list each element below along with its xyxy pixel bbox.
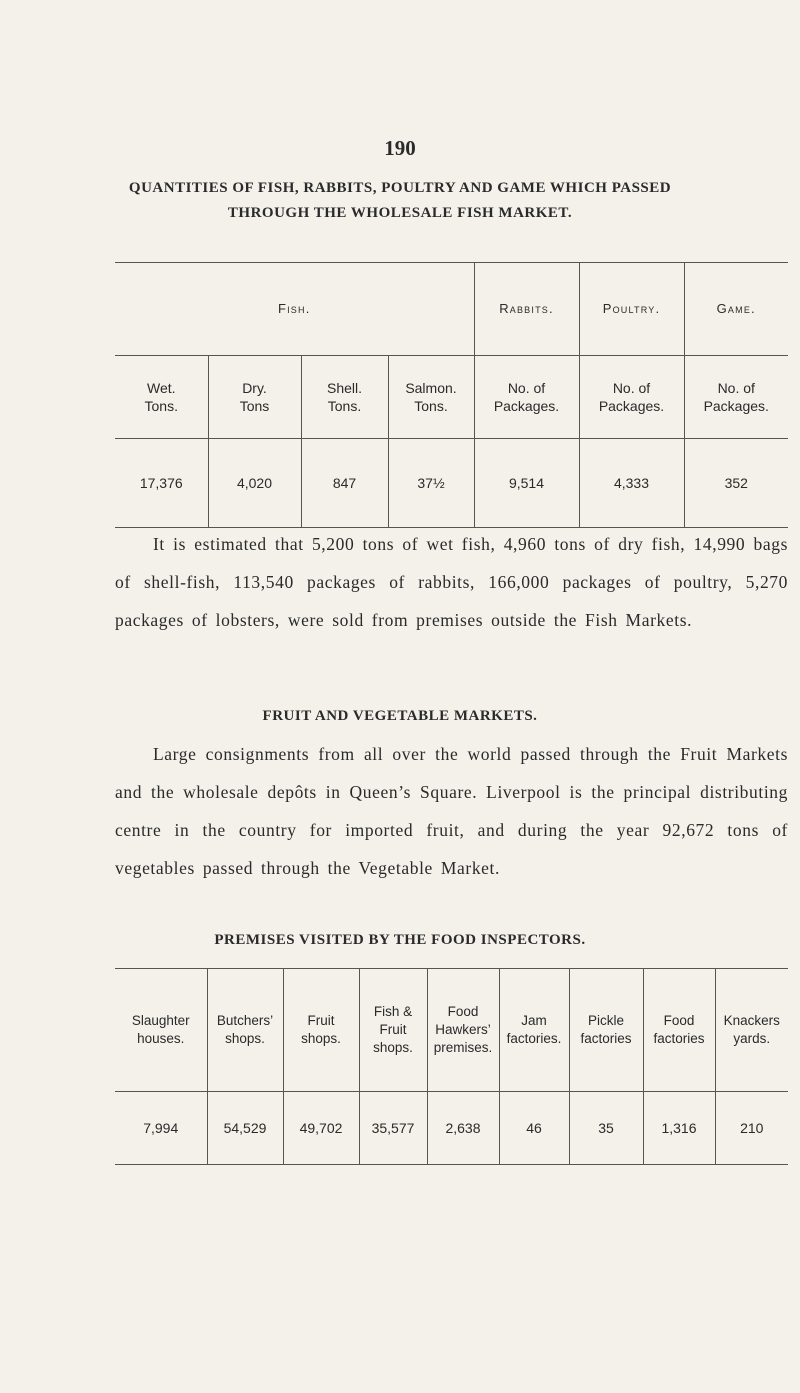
value-salmon: 37½	[388, 439, 474, 528]
subheader-poultry: No. of Packages.	[579, 356, 684, 439]
value-food-factories: 1,316	[643, 1092, 715, 1165]
value-knackers-yards: 210	[715, 1092, 788, 1165]
subheader-rabbits: No. of Packages.	[474, 356, 579, 439]
page-number: 190	[384, 136, 416, 160]
value-shell: 847	[301, 439, 388, 528]
header-rabbits: Rabbits.	[474, 263, 579, 356]
header-pickle-factories: Pickle factories	[569, 969, 643, 1092]
subheader-game: No. of Packages.	[684, 356, 788, 439]
fruit-paragraph: Large consignments from all over the world passed through the Fruit Markets and the wholesale depôts in Queen’s Square. Liverpool is the principal distributing centre in the country for imported fruit, and during the year 92,672 tons of vegetables passed through the Vegetable Market.	[115, 744, 788, 878]
header-butchers-shops: Butchers’ shops.	[207, 969, 283, 1092]
value-pickle-factories: 35	[569, 1092, 643, 1165]
header-fruit-shops: Fruit shops.	[283, 969, 359, 1092]
subheader-shell: Shell. Tons.	[301, 356, 388, 439]
value-game: 352	[684, 439, 788, 528]
subheader-wet: Wet. Tons.	[115, 356, 208, 439]
header-game: Game.	[684, 263, 788, 356]
header-fish-fruit-shops: Fish & Fruit shops.	[359, 969, 427, 1092]
value-food-hawkers: 2,638	[427, 1092, 499, 1165]
value-fruit-shops: 49,702	[283, 1092, 359, 1165]
estimate-paragraph: It is estimated that 5,200 tons of wet fish, 4,960 tons of dry fish, 14,990 bags of shell-fish, 113,540 packages of rabbits, 166,000 packages of poultry, 5,270 packages of lobsters, were sold from premises outside the Fish Markets.	[115, 534, 788, 630]
header-food-factories: Food factories	[643, 969, 715, 1092]
subheader-dry: Dry. Tons	[208, 356, 301, 439]
value-fish-fruit-shops: 35,577	[359, 1092, 427, 1165]
header-knackers-yards: Knackers yards.	[715, 969, 788, 1092]
fish-heading-line2: THROUGH THE WHOLESALE FISH MARKET.	[227, 205, 573, 221]
header-slaughter-houses: Slaughter houses.	[131, 1013, 190, 1046]
fish-market-table	[115, 262, 788, 528]
header-food-hawkers: Food Hawkers’ premises.	[427, 969, 499, 1092]
value-butchers-shops: 54,529	[207, 1092, 283, 1165]
value-poultry: 4,333	[579, 439, 684, 528]
premises-heading: PREMISES VISITED BY THE FOOD INSPECTORS.	[214, 932, 586, 948]
value-dry: 4,020	[208, 439, 301, 528]
header-fish: Fish.	[277, 301, 311, 316]
header-poultry: Poultry.	[579, 263, 684, 356]
value-rabbits: 9,514	[474, 439, 579, 528]
value-wet: 17,376	[115, 439, 208, 528]
value-slaughter-houses: 7,994	[115, 1092, 207, 1165]
premises-table	[115, 968, 788, 1165]
subheader-salmon: Salmon. Tons.	[388, 356, 474, 439]
value-jam-factories: 46	[499, 1092, 569, 1165]
fish-heading-line1: QUANTITIES OF FISH, RABBITS, POULTRY AND GAME WHICH PASSED	[128, 180, 672, 196]
fruit-heading: FRUIT AND VEGETABLE MARKETS.	[262, 708, 538, 724]
header-jam-factories: Jam factories.	[499, 969, 569, 1092]
